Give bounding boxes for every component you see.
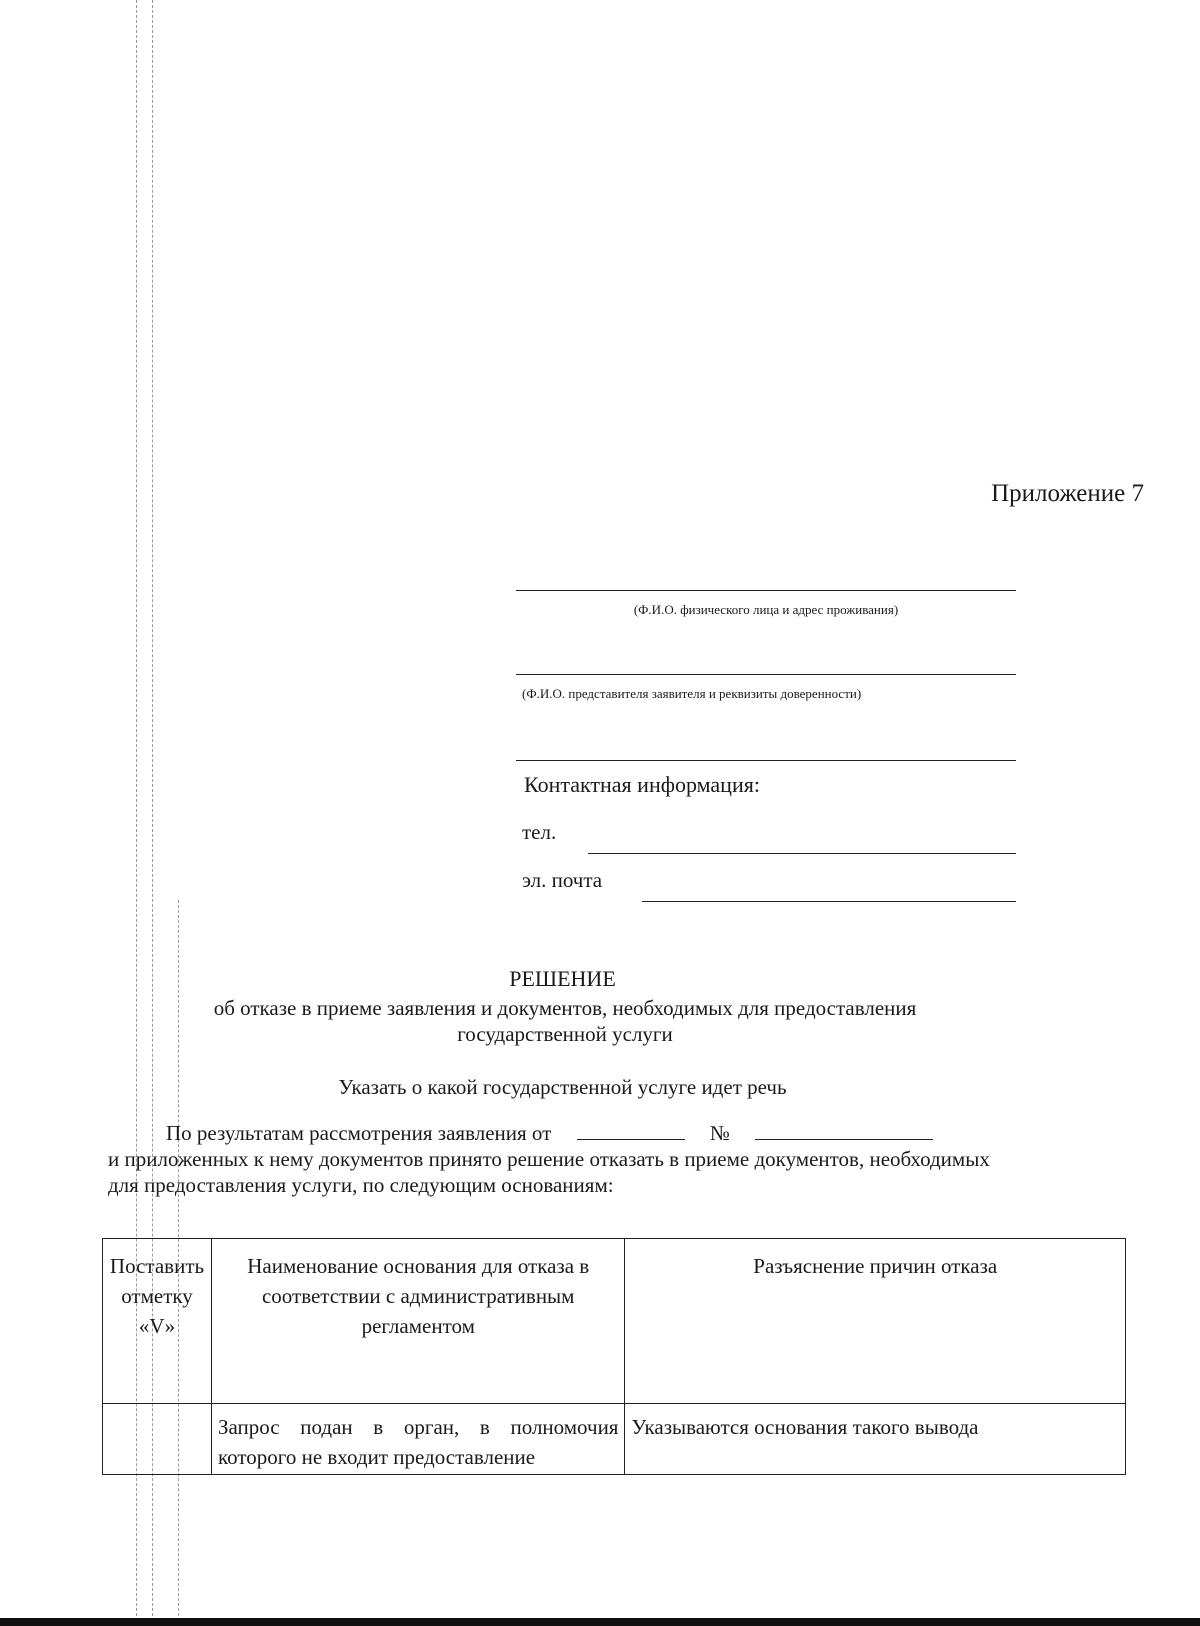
phone-label: тел. bbox=[522, 820, 557, 844]
refusal-grounds-table bbox=[102, 1238, 1126, 1475]
cell-explanation: Указываются основания такого вывода bbox=[625, 1404, 1126, 1475]
scan-bottom-edge bbox=[0, 1618, 1200, 1626]
decision-subtitle: об отказе в приеме заявления и документов, необходимых для предоставления государственной услуги bbox=[213, 996, 917, 1046]
body-rest: и приложенных к нему документов принято решение отказать в приеме документов, необходимых для предоставления услуги, по следующим основаниям: bbox=[108, 1147, 990, 1197]
number-sign: № bbox=[709, 1121, 730, 1145]
decision-title: РЕШЕНИЕ bbox=[509, 966, 616, 991]
table-header-row bbox=[103, 1239, 1126, 1404]
body-paragraph bbox=[108, 1120, 1013, 1198]
individual-name-line bbox=[516, 590, 1016, 591]
header-mark: Поставить отметку «V» bbox=[103, 1239, 212, 1404]
contact-title: Контактная информация: bbox=[524, 772, 760, 797]
representative-name-line bbox=[516, 674, 1016, 675]
cell-ground: Запрос подан в орган, в полномочия которого не входит предоставление bbox=[211, 1404, 624, 1475]
email-label: эл. почта bbox=[522, 868, 603, 892]
representative-caption: (Ф.И.О. представителя заявителя и реквизиты доверенности) bbox=[522, 686, 862, 701]
header-ground: Наименование основания для отказа в соответствии с административным регламентом bbox=[211, 1239, 624, 1404]
email-line bbox=[642, 901, 1016, 902]
cell-mark bbox=[103, 1404, 212, 1475]
phone-line bbox=[588, 853, 1016, 854]
date-blank bbox=[577, 1123, 685, 1140]
body-first-line bbox=[108, 1120, 1013, 1146]
header-explanation: Разъяснение причин отказа bbox=[625, 1239, 1126, 1404]
individual-caption: (Ф.И.О. физического лица и адрес проживания) bbox=[633, 602, 899, 617]
number-blank bbox=[755, 1123, 933, 1140]
table-row bbox=[103, 1404, 1126, 1475]
body-line1-start: По результатам рассмотрения заявления от bbox=[166, 1121, 552, 1145]
service-note: Указать о какой государственной услуге идет речь bbox=[338, 1075, 787, 1099]
extra-info-line bbox=[516, 760, 1016, 761]
appendix-label: Приложение 7 bbox=[991, 480, 1144, 507]
